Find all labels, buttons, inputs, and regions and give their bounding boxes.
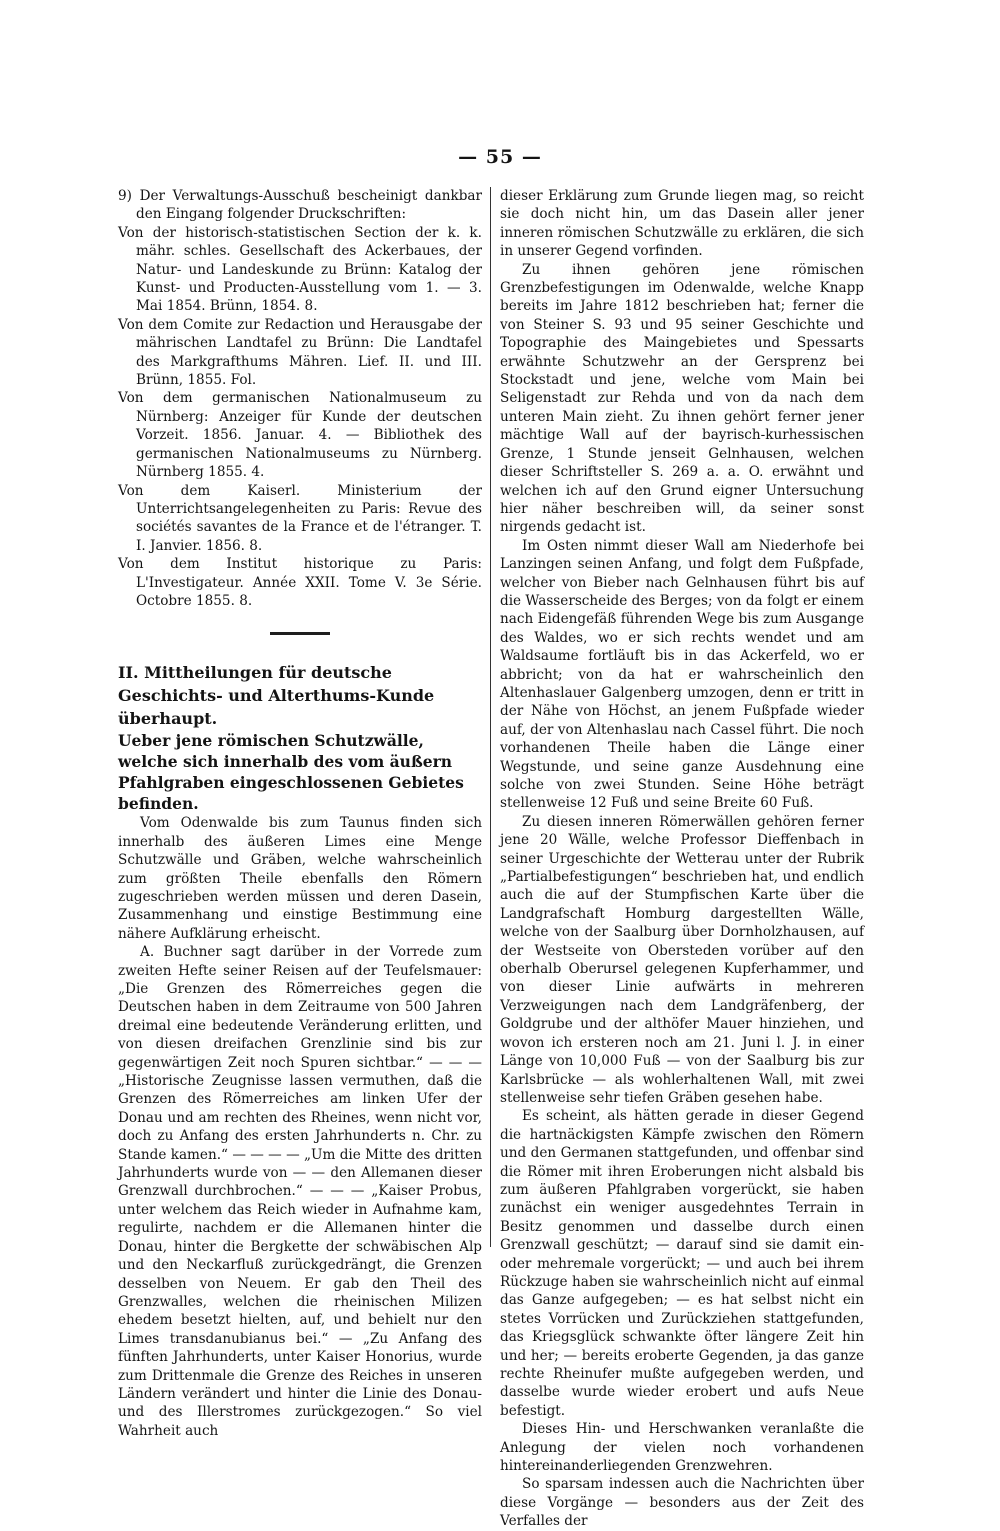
article-heading: Ueber jene römischen Schutzwälle, welche sich innerhalb des vom äußern Pfahlgraben eingeschlossenen Gebietes befinden. [118, 731, 464, 814]
column-rule [490, 187, 491, 1247]
page-number: — 55 — [458, 146, 542, 168]
acknowledgement-intro: 9) Der Verwaltungs-Ausschuß bescheinigt dankbar den Eingang folgender Druckschriften: [118, 188, 482, 223]
article-paragraph: So sparsam indessen auch die Nachrichten über diese Vorgänge — besonders aus der Zeit des Verfalles der [500, 1476, 864, 1530]
article-paragraph: Dieses Hin- und Herschwanken veranlaßte die Anlegung der vielen noch vorhandenen hintereinanderliegenden Grenzwehren. [500, 1421, 864, 1475]
donation-entry: Von dem Kaiserl. Ministerium der Unterrichtsangelegenheiten zu Paris: Revue des sociétés savantes de la France et de l'étranger. T. I. Janvier. 1856. 8. [118, 482, 482, 554]
article-paragraph: dieser Erklärung zum Grunde liegen mag, so reicht sie doch nicht hin, um das Dasein aller jener inneren römischen Schutzwälle zu erklären, die sich in unserer Gegend vorfinden. [500, 188, 864, 260]
section-divider [270, 632, 330, 635]
donation-entry: Von dem Institut historique zu Paris: L'Investigateur. Année XXII. Tome V. 3e Série. Octobre 1855. 8. [118, 556, 482, 609]
article-paragraph: A. Buchner sagt darüber in der Vorrede zum zweiten Hefte seiner Reisen auf der Teufelsmauer: „Die Grenzen des Römerreiches gegen die Deutschen haben in dem Zeitraume von 500 Jahren dreimal eine bedeutende Veränderung erlitten, und von diesen dreifachen Grenzlinie sind bis zur gegenwärtigen Zeit noch Spuren sichtbar.“ — — — „Historische Zeugnisse lassen vermuthen, daß die Grenzen des Römerreiches am linken Ufer der Donau und am rechten des Rheines, wenn nicht vor, doch zu Anfang des ersten Jahrhunderts n. Chr. zu Stande kamen.“ — — — — „Um die Mitte des dritten Jahrhunderts wurde von — — den Allemanen dieser Grenzwall durchbrochen.“ — — — „Kaiser Probus, unter welchem das Reich wieder in Aufnahme kam, regulirte, nachdem er die Allemanen hinter die Donau, hinter die Bergkette der schwäbischen Alp und den Neckarfluß zurückgedrängt, die Grenzen desselben von Neuem. Er gab den Theil des Grenzwalles, welchen die rheinischen Milizen ehedem besetzt hielten, auf, und behielt nur den Limes transdanubianus bei.“ — „Zu Anfang des fünften Jahrhunderts, unter Kaiser Honorius, wurde zum Drittenmale die Grenze des Reiches in unseren Ländern verändert und hinter die Linie des Donau- und des Illerstromes zurückgezogen.“ So viel Wahrheit auch [118, 944, 482, 1439]
left-column [118, 187, 482, 1440]
donation-entry: Von dem germanischen Nationalmuseum zu Nürnberg: Anzeiger für Kunde der deutschen Vorzeit. 1856. Januar. 4. — Bibliothek des germanischen Nationalmuseums zu Nürnberg. Nürnberg 1855. 4. [118, 390, 482, 481]
donation-entry: Von dem Comite zur Redaction und Herausgabe der mährischen Landtafel zu Brünn: Die Landtafel des Markgrafthums Mähren. Lief. II. und III. Brünn, 1855. Fol. [118, 316, 482, 389]
article-paragraph: Zu diesen inneren Römerwällen gehören ferner jene 20 Wälle, welche Professor Dieffenbach in seiner Urgeschichte der Wetterau unter der Rubrik „Partialbefestigungen“ beschrieben hat, und endlich auch die auf der Stumpfischen Karte über die Landgrafschaft Homburg dargestellten Wälle, welche von der Saalburg über Dornholzhausen, auf der Westseite von Obersteden vorüber auf den oberhalb Oberursel gelegenen Kupferhammer, und von dieser Linie aufwärts in mehreren Verzweigungen nach dem Landgräfenberg, der Goldgrube und der althöfer Mauer hinziehen, und wovon ich ersteren noch am 21. Juni l. J. in einer Länge von 10,000 Fuß — von der Saalburg bis zur Karlsbrücke — als wohlerhaltenen Wall, mit zwei stellenweise sehr tiefen Gräben gesehen habe. [500, 813, 864, 1106]
article-paragraph: Vom Odenwalde bis zum Taunus finden sich innerhalb des äußeren Limes eine Menge Schutzwälle und Gräben, welche wahrscheinlich zum größten Theile ebenfalls den Römern zugeschrieben werden müssen und deren Dasein, Zusammenhang und einstige Bestimmung eine nähere Aufklärung erheischt. [118, 815, 482, 942]
right-column [500, 187, 864, 1531]
article-paragraph: Es scheint, als hätten gerade in dieser Gegend die hartnäckigsten Kämpfe zwischen den Römern und den Germanen stattgefunden, und offenbar sind die Römer mit ihren Eroberungen nicht alsbald bis zum äußeren Pfahlgraben vorgerückt, sie haben zunächst ein weniger ausgedehntes Terrain in Besitz genommen und dasselbe durch einen Grenzwall geschützt; — darauf sind sie damit ein- oder mehremale vorgerückt; — und auch bei ihrem Rückzuge haben sie wahrscheinlich nicht auf einmal das Ganze aufgegeben; — es hat selbst nicht ein stetes Vorrücken und Zurückziehen stattgefunden, das Kriegsglück schwankte öfter längere Zeit hin und her; — bereits eroberte Gegenden, ja das ganze rechte Rheinufer mußte aufgegeben werden, und dasselbe wurde wieder erobert und aufs Neue befestigt. [500, 1108, 864, 1419]
section-heading: II. Mittheilungen für deutsche Geschichts- und Alterthums-Kunde überhaupt. [118, 663, 435, 729]
article-paragraph: Im Osten nimmt dieser Wall am Niederhofe bei Lanzingen seinen Anfang, und folgt dem Fußpfade, welcher von Bieber nach Gelnhausen führt bis auf die Wasserscheide des Berges; von da folgt er einem nach Eidengefäß führenden Wege bis zum Ausgange des Waldes, wo er sich rechts wendet und am Waldsaume fortläuft bis in das Ackerfeld, wo er abbricht; von da hat er wahrscheinlich den Altenhaslauer Galgenberg umzogen, denn er tritt in der Nähe von Höchst, an jenem Fußpfade wieder auf, der von Altenhaslau nach Cassel führt. Die noch vorhandenen Theile haben die Länge einer Wegstunde, und seine ganze Ausdehnung eine solche von zwei Stunden. Seine Höhe beträgt stellenweise 12 Fuß und seine Breite 60 Fuß. [500, 537, 864, 812]
article-paragraph: Zu ihnen gehören jene römischen Grenzbefestigungen im Odenwalde, welche Knapp bereits im Jahre 1812 beschrieben hat; ferner die von Steiner S. 93 und 95 seiner Geschichte und Topographie des Maingebietes und Spessarts erwähnte Schutzwehr an der Gersprenz bei Stockstadt und jene, welche vom Main bei Seligenstadt zur Rehda und von da nach dem unteren Main zieht. Zu ihnen gehört ferner jener mächtige Wall auf der bayrisch-kurhessischen Grenze, 1 Stunde jenseit Gelnhausen, welchen dieser Schriftsteller S. 269 a. a. O. erwähnt und welchen ich auf den Grund eigner Untersuchung hier näher beschreiben will, da seiner sonst nirgends gedacht ist. [500, 261, 864, 536]
donation-entry: Von der historisch-statistischen Section der k. k. mähr. schles. Gesellschaft des Ackerbaues, der Natur- und Landeskunde zu Brünn: Katalog der Kunst- und Producten-Ausstellung vom 1. — 3. Mai 1854. Brünn, 1854. 8. [118, 224, 482, 315]
